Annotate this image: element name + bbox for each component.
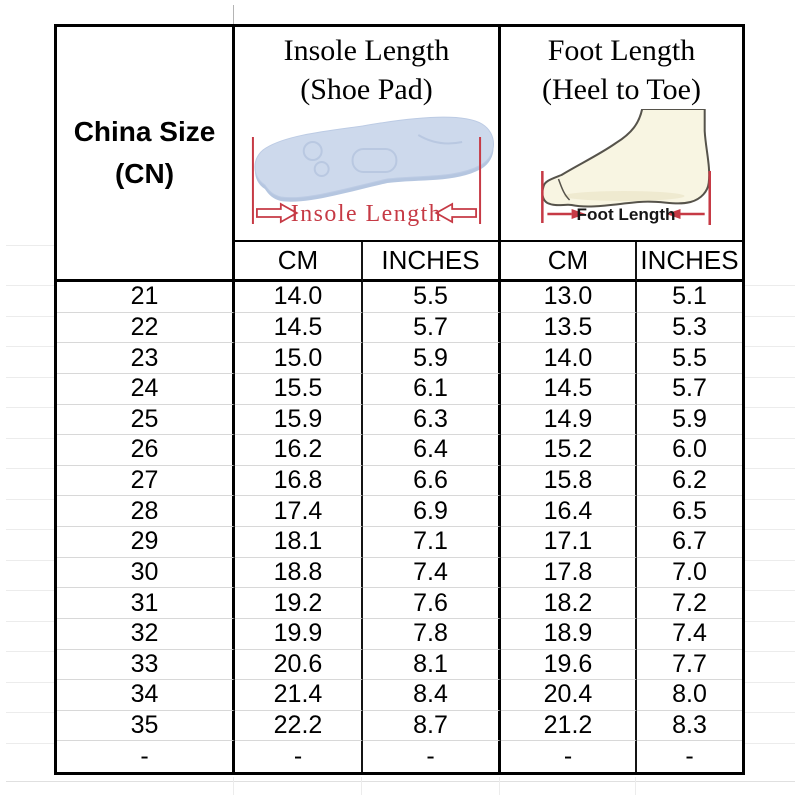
gridline-stub	[6, 651, 54, 652]
value-cell: 18.1	[235, 527, 363, 558]
size-chart-table	[54, 24, 745, 775]
unit-header-foot-inches: INCHES	[637, 242, 742, 282]
value-cell: 7.4	[637, 619, 742, 650]
gridline-stub	[6, 529, 54, 530]
gridline-stub	[745, 651, 795, 652]
value-cell: 15.9	[235, 405, 363, 436]
foot-shape	[542, 109, 709, 207]
value-cell: 17.4	[235, 496, 363, 527]
size-cell: 27	[57, 466, 235, 497]
gridline-stub	[6, 285, 54, 286]
insole-length-header-cell	[235, 27, 501, 242]
gridline-stub	[745, 407, 795, 408]
gridline-stub	[6, 682, 54, 683]
value-cell: 18.9	[501, 619, 637, 650]
gridline-stub	[6, 560, 54, 561]
gridline-stub	[745, 377, 795, 378]
value-cell: 18.8	[235, 558, 363, 589]
value-cell: 19.6	[501, 650, 637, 681]
value-cell: 16.4	[501, 496, 637, 527]
value-cell: 7.2	[637, 588, 742, 619]
gridline-stub	[499, 777, 500, 795]
size-cell: 25	[57, 405, 235, 436]
size-cell: 35	[57, 711, 235, 742]
value-cell: 6.5	[637, 496, 742, 527]
gridline-stub	[361, 777, 362, 795]
value-cell: -	[363, 741, 501, 772]
gridline-stub	[6, 245, 54, 246]
size-cell: 33	[57, 650, 235, 681]
value-cell: 15.5	[235, 374, 363, 405]
value-cell: 8.7	[363, 711, 501, 742]
value-cell: 22.2	[235, 711, 363, 742]
value-cell: -	[685, 742, 694, 771]
gridline-stub	[6, 377, 54, 378]
gridline-stub	[233, 5, 234, 24]
insole-length-title	[235, 27, 498, 109]
value-cell: 7.4	[363, 558, 501, 589]
value-cell: 7.1	[363, 527, 501, 558]
size-cell: -	[57, 741, 235, 772]
gridline-stub	[6, 316, 54, 317]
insole-shape	[255, 117, 494, 202]
value-cell: 6.7	[637, 527, 742, 558]
value-cell: 5.7	[363, 313, 501, 344]
gridline-stub	[6, 712, 54, 713]
gridline-stub	[745, 285, 795, 286]
value-cell: 19.2	[235, 588, 363, 619]
value-cell: 7.6	[363, 588, 501, 619]
value-cell: 16.2	[235, 435, 363, 466]
value-cell: 13.5	[501, 313, 637, 344]
value-cell: 5.9	[637, 405, 742, 436]
value-cell: 15.2	[501, 435, 637, 466]
size-cell: 24	[57, 374, 235, 405]
value-cell: 6.9	[363, 496, 501, 527]
value-cell: 5.7	[637, 374, 742, 405]
value-cell: 6.1	[363, 374, 501, 405]
unit-header-insole-inches: INCHES	[363, 242, 501, 282]
value-cell: 6.0	[637, 435, 742, 466]
gridline-stub	[745, 743, 795, 744]
value-cell: 7.7	[637, 650, 742, 681]
gridline-stub	[6, 499, 54, 500]
foot-illustration	[501, 109, 742, 237]
value-cell: 6.3	[363, 405, 501, 436]
value-cell: 14.5	[501, 374, 637, 405]
gridline-stub	[745, 438, 795, 439]
value-cell: 20.6	[235, 650, 363, 681]
china-size-title-line2: (CN)	[114, 158, 175, 189]
value-cell: 6.6	[363, 466, 501, 497]
size-cell: 28	[57, 496, 235, 527]
gridline-stub	[6, 743, 54, 744]
value-cell: 6.4	[363, 435, 501, 466]
gridline-stub	[745, 560, 795, 561]
insole-length-annotation-label: Insole Length	[290, 200, 443, 228]
value-cell: 7.8	[363, 619, 501, 650]
value-cell: 7.0	[637, 558, 742, 589]
size-cell: 21	[57, 282, 235, 313]
gridline-stub	[745, 529, 795, 530]
gridline-stub	[6, 438, 54, 439]
size-cell: 34	[57, 680, 235, 711]
gridline-stub	[6, 346, 54, 347]
gridline-stub	[745, 346, 795, 347]
value-cell: 17.8	[501, 558, 637, 589]
gridline-stub	[745, 621, 795, 622]
value-cell: 8.0	[637, 680, 742, 711]
value-cell: 8.4	[363, 680, 501, 711]
china-size-title-line1: China Size	[73, 116, 216, 147]
value-cell: 5.9	[363, 343, 501, 374]
gridline-stub	[745, 682, 795, 683]
value-cell: 20.4	[501, 680, 637, 711]
value-cell: -	[501, 741, 637, 772]
china-size-title	[74, 111, 216, 195]
size-cell: 30	[57, 558, 235, 589]
gridline-stub	[745, 316, 795, 317]
gridline-stub	[6, 407, 54, 408]
size-cell: 23	[57, 343, 235, 374]
gridline-stub	[745, 590, 795, 591]
value-cell: 14.9	[501, 405, 637, 436]
value-cell: 5.5	[637, 343, 742, 374]
value-cell: 15.0	[235, 343, 363, 374]
value-cell: 5.3	[637, 313, 742, 344]
value-cell: 21.2	[501, 711, 637, 742]
size-cell: 22	[57, 313, 235, 344]
value-cell: 21.4	[235, 680, 363, 711]
value-cell: 17.1	[501, 527, 637, 558]
value-cell: 14.0	[501, 343, 637, 374]
gridline-stub	[6, 781, 795, 782]
size-cell: 26	[57, 435, 235, 466]
value-cell: 16.8	[235, 466, 363, 497]
value-cell: 8.1	[363, 650, 501, 681]
gridline-stub	[6, 468, 54, 469]
foot-length-title	[501, 27, 742, 109]
insole-title-line2: (Shoe Pad)	[300, 73, 433, 106]
gridline-stub	[635, 777, 636, 795]
foot-length-header-cell	[501, 27, 742, 242]
size-cell: 32	[57, 619, 235, 650]
foot-title-line1: Foot Length	[547, 34, 696, 67]
size-cell: 31	[57, 588, 235, 619]
gridline-stub	[233, 777, 234, 795]
gridline-stub	[745, 499, 795, 500]
value-cell: 13.0	[501, 282, 637, 313]
value-cell: 15.8	[501, 466, 637, 497]
unit-header-foot-cm: CM	[501, 242, 637, 282]
insole-title-line1: Insole Length	[283, 34, 450, 67]
value-cell: 18.2	[501, 588, 637, 619]
value-cell: 6.2	[637, 466, 742, 497]
value-cell: 5.5	[363, 282, 501, 313]
value-cell: 8.3	[637, 711, 742, 742]
foot-title-line2: (Heel to Toe)	[542, 73, 701, 106]
insole-illustration	[235, 109, 498, 237]
gridline-stub	[6, 590, 54, 591]
foot-length-annotation-label: Foot Length	[576, 205, 676, 224]
unit-header-insole-cm: CM	[235, 242, 363, 282]
gridline-stub	[6, 621, 54, 622]
value-cell: -	[235, 741, 363, 772]
size-cell: 29	[57, 527, 235, 558]
china-size-header-cell	[57, 27, 235, 282]
value-cell: 5.1	[637, 282, 742, 313]
gridline-stub	[745, 712, 795, 713]
value-cell: 14.5	[235, 313, 363, 344]
value-cell: 14.0	[235, 282, 363, 313]
value-cell: 19.9	[235, 619, 363, 650]
gridline-stub	[745, 468, 795, 469]
